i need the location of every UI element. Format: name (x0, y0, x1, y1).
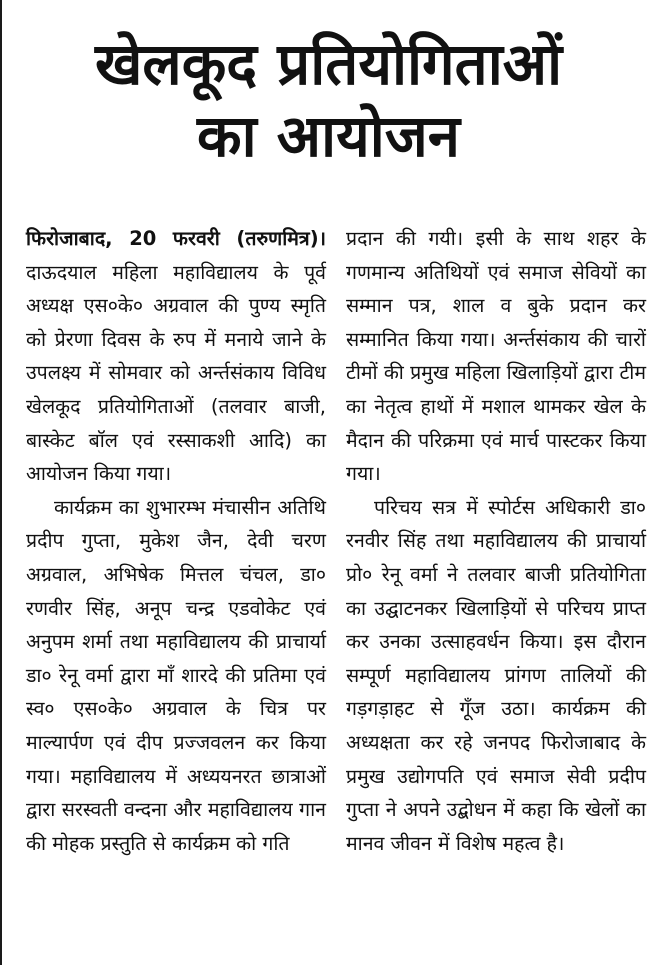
paragraph-text: दाऊदयाल महिला महाविद्यालय के पूर्व अध्यक्ष एस०के० अग्रवाल की पुण्य स्मृति को प्रेरणा दिवस के रुप में मनाये जाने के उपलक्ष्य में सोमवार को अर्न्तसंकाय विविध खेलकूद प्रतियोगिताओं (तलवार बाजी, बास्केट बॉल एवं रस्साकशी आदि) का आयोजन किया गया। (26, 260, 326, 486)
headline-line-2: का आयोजन (197, 102, 460, 170)
column-right (346, 222, 646, 860)
paragraph (26, 222, 326, 491)
paragraph: परिचय सत्र में स्पोर्टस अधिकारी डा० रनवीर सिंह तथा महाविद्यालय की प्राचार्या प्रो० रेनू वर्मा ने तलवार बाजी प्रतियोगिता का उद्घाटनकर खिलाड़ियों से परिचय प्राप्त कर उनका उत्साहवर्धन किया। इस दौरान सम्पूर्ण महाविद्यालय प्रांगण तालियों की गड़गड़ाहट से गूँज उठा। कार्यक्रम की अध्यक्षता कर रहे जनपद फिरोजाबाद के प्रमुख उद्योगपति एवं समाज सेवी प्रदीप गुप्ता ने अपने उद्बोधन में कहा कि खेलों का मानव जीवन में विशेष महत्व है। (346, 495, 646, 855)
paragraph: कार्यक्रम का शुभारम्भ मंचासीन अतिथि प्रदीप गुप्ता, मुकेश जैन, देवी चरण अग्रवाल, अभिषेक मित्तल चंचल, डा० रणवीर सिंह, अनूप चन्द्र एडवोकेट एवं अनुपम शर्मा तथा महाविद्यालय की प्राचार्या डा० रेनू वर्मा द्वारा माँ शारदे की प्रतिमा एवं स्व० एस०के० अग्रवाल के चित्र पर माल्यार्पण एवं दीप प्रज्जवलन कर किया गया। महाविद्यालय में अध्ययनरत छात्राओं द्वारा सरस्वती वन्दना और महाविद्यालय गान की मोहक प्रस्तुति से कार्यक्रम को गति (26, 495, 326, 855)
column-left (26, 222, 326, 860)
dateline: फिरोजाबाद, 20 फरवरी (तरुणमित्र)। (26, 227, 326, 250)
paragraph: प्रदान की गयी। इसी के साथ शहर के गणमान्य अतिथियों एवं समाज सेवियों का सम्मान पत्र, शाल व बुके प्रदान कर सम्मानित किया गया। अर्न्तसंकाय की चारों टीमों की प्रमुख महिला खिलाड़ियों द्वारा टीम का नेतृत्व हाथों में मशाल थामकर खेल के मैदान की परिक्रमा एवं मार्च पास्टकर किया गया। (346, 227, 646, 486)
article-body (26, 222, 646, 860)
headline-line-1: खेलकूद प्रतियोगिताओं (94, 30, 563, 98)
headline (2, 0, 655, 172)
